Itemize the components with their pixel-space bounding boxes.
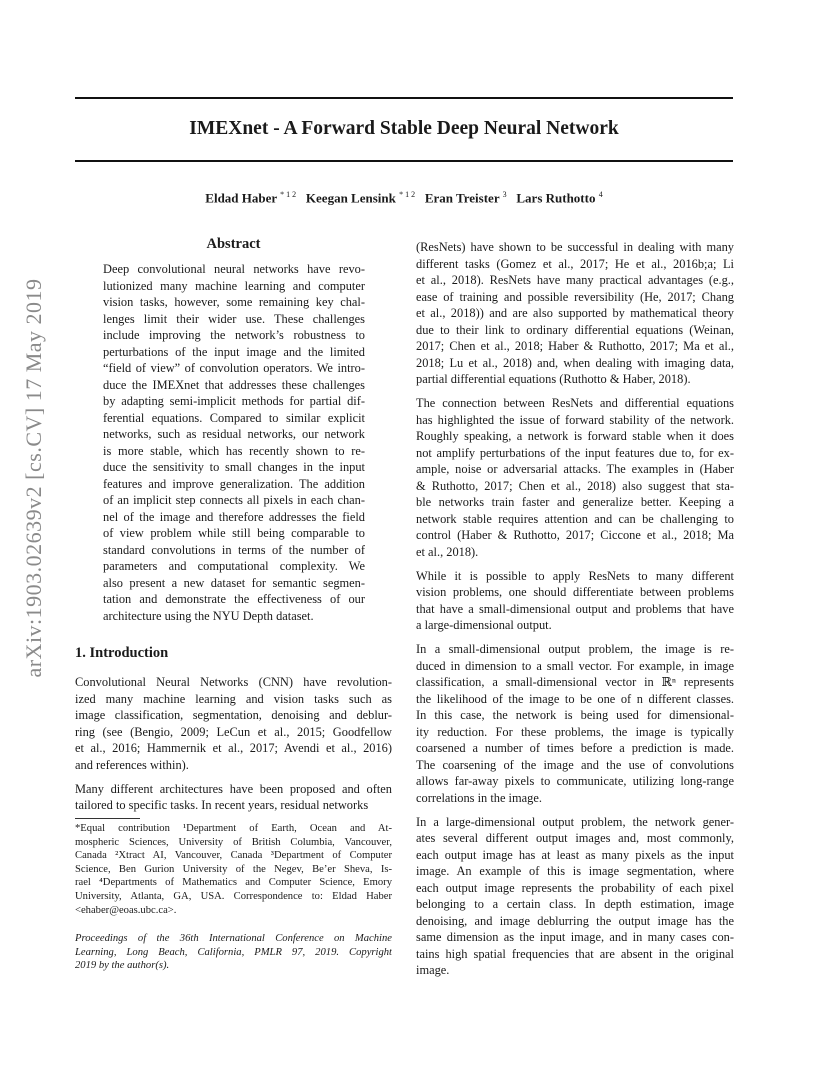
text-line: not amplify perturbations of the input features due to, for ex- (416, 445, 734, 460)
text-line: ample, noise or adversarial attacks. The examples in (Haber (416, 462, 734, 476)
text-line: the likelihood of the image to be one of n different classes. (416, 691, 734, 706)
footnote-line: rael ⁴Departments of Mathematics and Computer Science, Emory (75, 877, 392, 889)
right-column (416, 239, 734, 986)
text-line: ease of training and possible reversibility (He, 2017; Chang (416, 289, 734, 304)
text-line: ized many machine learning and vision tasks such as (75, 691, 392, 706)
author-affiliation-marks: 3 (502, 190, 507, 199)
author-name: Eran Treister (424, 190, 500, 206)
abstract-line: is more stable, which has recently shown to re- (103, 443, 365, 458)
footnote-line: Canada ²Xtract AI, Vancouver, Canada ³Department of Computer (75, 850, 392, 862)
text-line: et al., 2016; Hammernik et al., 2017; Avendi et al., 2016) (75, 741, 392, 755)
abstract-line: duce the sensitivity to small changes in the input (103, 460, 365, 474)
text-line: different tasks (Gomez et al., 2017; He et al., 2016b;a; Li (416, 256, 734, 271)
text-line: tains high spatial frequencies that are absent in the original (416, 946, 734, 961)
author-name: Keegan Lensink (305, 190, 396, 206)
arxiv-identifier[interactable]: arXiv:1903.02639v2 [cs.CV] 17 May 2019 (21, 278, 46, 678)
abstract-line: nel of the image and therefore addresses the field (103, 509, 365, 524)
text-line: In a small-dimensional output problem, the image is re- (416, 642, 734, 656)
footnote-line: Science, Ben Gurion University of the Negev, Be’er Sheva, Is- (75, 863, 392, 875)
text-line: image classification, segmentation, denoising and deblur- (75, 708, 392, 722)
text-line: (ResNets) have shown to be successful in dealing with many (416, 240, 734, 254)
abstract-line: include improving the network’s robustness to (103, 328, 365, 342)
author-name: Eldad Haber (205, 190, 277, 206)
text-line: vision problems, one should differentiate between problems (416, 585, 734, 599)
text-line: tailored to specific tasks. In recent years, residual networks (75, 798, 369, 812)
text-line: and references within). (75, 757, 189, 772)
text-line: Convolutional Neural Networks (CNN) have revolution- (75, 675, 392, 689)
footnote-affiliations (75, 822, 392, 917)
text-line: 2018; Lu et al., 2018) and, when dealing with imaging data, (416, 355, 734, 370)
text-line: denoising, and image deblurring the output image has the (416, 913, 734, 928)
paragraph (416, 568, 734, 634)
text-line: 2017; Chen et al., 2018; Haber & Ruthotto, 2017; Ma et al., (416, 339, 734, 353)
abstract-line: standard convolutions in terms of the number of (103, 542, 365, 557)
text-line: duced in dimension to a small vector. For example, in image (416, 658, 734, 673)
abstract-line: lutionized many machine learning and computer (103, 278, 365, 293)
text-line: coarsened a number of times before a prediction is made. (416, 741, 734, 755)
title-top-rule (75, 97, 733, 99)
footnote-line: 2019 by the author(s). (75, 960, 170, 972)
abstract-line: Deep convolutional neural networks have revo- (103, 262, 365, 276)
abstract-line: of an implicit step connects all pixels in each chan- (103, 493, 365, 507)
author-affiliation-marks: * 1 2 (399, 190, 416, 199)
text-line: network stable requires attention and can be challenging to (416, 511, 734, 526)
text-line: that have a small-dimensional output and problems that have (416, 601, 734, 616)
footnote-line: mospheric Sciences, University of British Columbia, Vancouver, (75, 836, 392, 848)
text-line: et al., 2018). ResNets have many practical advantages (e.g., (416, 273, 734, 287)
proceedings-note (75, 932, 392, 973)
abstract-line: architecture using the NYU Depth dataset. (103, 608, 314, 623)
paragraph (416, 395, 734, 560)
abstract-line: by adapting semi-implicit methods for partial dif- (103, 394, 365, 408)
author-name: Lars Ruthotto (516, 190, 596, 206)
text-line: Roughly speaking, a network is forward stable when it does (416, 429, 734, 443)
intro-left-column (75, 674, 392, 821)
paragraph (416, 641, 734, 806)
footnote-line: Learning, Long Beach, California, PMLR 97, 2019. Copyright (75, 946, 392, 958)
text-line: allows far-away pixels to communicate, utilizing long-range (416, 774, 734, 788)
abstract-line: networks, such as residual networks, our network (103, 427, 365, 441)
text-line: image. An example of this is image segmentation, where (416, 864, 734, 878)
text-line: due to their link to ordinary differential equations (Weinan, (416, 322, 734, 337)
text-line: & Ruthotto, 2017; Chen et al., 2018) also suggest that sta- (416, 478, 734, 493)
section-heading-introduction: 1. Introduction (75, 645, 169, 661)
abstract-line: “field of view” of convolution operators. We intro- (103, 361, 365, 375)
text-line: belonging to a certain class. In depth estimation, image (416, 897, 734, 911)
author-affiliation-marks: 4 (598, 190, 603, 199)
text-line: Many different architectures have been proposed and often (75, 781, 392, 796)
text-line: ring (see (Bengio, 2009; LeCun et al., 2015; Goodfellow (75, 724, 392, 739)
paragraph (416, 814, 734, 979)
footnote-rule (75, 818, 140, 819)
text-line: In a large-dimensional output problem, the network gener- (416, 814, 734, 829)
footnote-line: *Equal contribution ¹Department of Earth, Ocean and At- (75, 823, 392, 834)
text-line: image. (416, 963, 450, 977)
text-line: same dimension as the input image, and in many cases con- (416, 930, 734, 944)
abstract-line: ferential equations. Compared to similar explicit (103, 410, 365, 425)
text-line: correlations in the image. (416, 790, 542, 805)
text-line: In this case, the network is being used for dimensional- (416, 708, 734, 722)
abstract-heading: Abstract (206, 236, 261, 252)
abstract-line: lenges limit their wider use. These challenges (103, 311, 365, 326)
author-list (75, 190, 733, 206)
text-line: ity reduction. For these problems, the image is typically (416, 724, 734, 739)
arxiv-sidebar-stamp (14, 278, 54, 678)
text-line: ble networks train faster and generalize better. Keeping a (416, 495, 734, 509)
text-line: et al., 2018)) and are also supported by mathematical theory (416, 306, 734, 320)
text-line: While it is possible to apply ResNets to many different (416, 568, 734, 583)
text-line: The coarsening of the image and the use of convolutions (416, 757, 734, 772)
text-line: control (Haber & Ruthotto, 2017; Ciccone et al., 2018; Ma (416, 528, 734, 542)
abstract-line: parameters and computational complexity. We (103, 559, 365, 573)
abstract-line: vision tasks, however, some remaining key chal- (103, 295, 365, 309)
text-line: each output image has at least as many pixels as the input (416, 847, 734, 862)
abstract-line: of view problem while still being comparable to (103, 526, 365, 540)
title-bottom-rule (75, 160, 733, 162)
abstract-line: tation and demonstrate the effectiveness of our (103, 592, 365, 606)
abstract-line: perturbations of the input image and the limited (103, 344, 365, 359)
author-affiliation-marks: * 1 2 (280, 190, 297, 199)
abstract-line: duce the IMEXnet that addresses these challenges (103, 377, 365, 392)
text-line: classification, a small-dimensional vector in ℝⁿ represents (416, 675, 734, 689)
footnote-line: Proceedings of the 36th International Conference on Machine (75, 933, 392, 944)
text-line: partial differential equations (Ruthotto & Haber, 2018). (416, 372, 691, 386)
abstract-line: also present a new dataset for semantic segmen- (103, 575, 365, 590)
text-line: a large-dimensional output. (416, 618, 552, 632)
text-line: The connection between ResNets and differential equations (416, 396, 734, 410)
text-line: et al., 2018). (416, 544, 479, 559)
paper-title: IMEXnet - A Forward Stable Deep Neural Network (189, 118, 619, 139)
paragraph (416, 239, 734, 388)
text-line: ates several different output images and, most commonly, (416, 831, 734, 845)
paragraph (75, 674, 392, 773)
paragraph (75, 781, 392, 814)
footnote-line: University, Atlanta, GA, USA. Correspondence to: Eldad Haber (75, 890, 392, 902)
abstract-body (103, 261, 365, 624)
footnote-line: <ehaber@eoas.ubc.ca>. (75, 904, 177, 916)
abstract-line: features and improve generalization. The addition (103, 476, 365, 491)
text-line: each output image represents the probability of each pixel (416, 880, 734, 895)
text-line: has highlighted the issue of forward stability of the network. (416, 412, 734, 427)
